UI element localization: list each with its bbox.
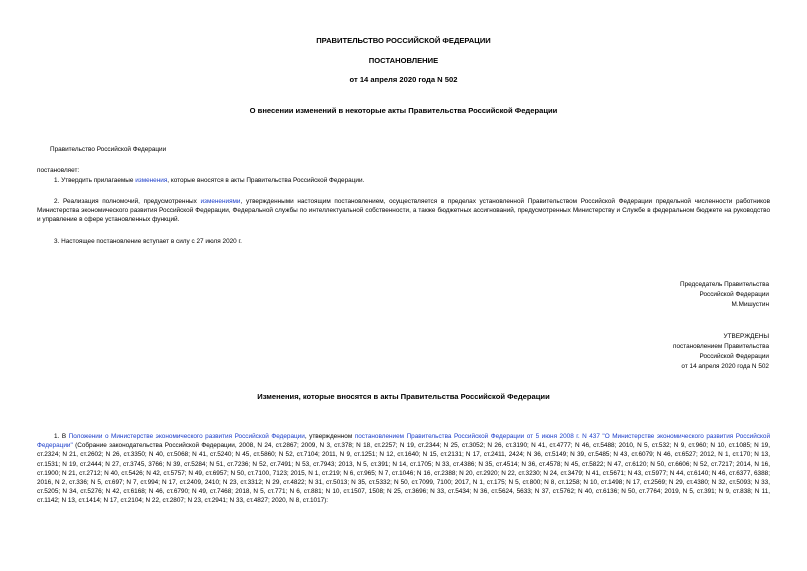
changes-paragraph-1-number: 1. В (54, 433, 69, 440)
paragraph-1-end: , которые вносятся в акты Правительства Российской Федерации. (167, 177, 365, 184)
decree-word: постановляет: (37, 167, 80, 174)
changes-title: Изменения, которые вносятся в акты Правительства Российской Федерации (257, 392, 550, 401)
paragraph-1 (37, 176, 770, 185)
approval-line-2: постановлением Правительства (673, 343, 769, 350)
paragraph-2-start: 2. Реализация полномочий, предусмотренных (54, 198, 201, 205)
document-title: О внесении изменений в некоторые акты Правительства Российской Федерации (249, 106, 558, 115)
lead-text: Правительство Российской Федерации (50, 146, 167, 153)
signature-name: М.Мишустин (731, 301, 769, 308)
approval-line-3: Российской Федерации (699, 353, 769, 360)
changes-link[interactable]: изменения (135, 177, 168, 184)
document-date-number: от 14 апреля 2020 года N 502 (349, 75, 458, 84)
decree-437-link[interactable]: постановлением Правительства Российской Федерации от 5 июня 2008 г. N 437 "О Министерстве экономического развития Российской Федерации" (37, 433, 771, 450)
regulation-link[interactable]: Положении о Министерстве экономического развития Российской Федерации (68, 433, 305, 440)
paragraph-1-start: 1. Утвердить прилагаемые (54, 177, 136, 184)
changes-paragraph-1-mid: , утвержденном (304, 433, 355, 440)
signature-position-1: Председатель Правительства (680, 281, 769, 288)
government-heading: ПРАВИТЕЛЬСТВО РОССИЙСКОЙ ФЕДЕРАЦИИ (316, 36, 491, 45)
document-type: ПОСТАНОВЛЕНИЕ (368, 56, 439, 65)
paragraph-2 (37, 197, 770, 225)
paragraph-2-end: , утвержденными настоящим постановлением, осуществляется в пределах установленной Правительством Российской Федерации предельной численности работников Министерства экономического развития Российской Федерации, Федеральной службы по интеллектуальной собственности, а также бюджетных ассигнований, предусмотренных Министерству и Службе в федеральном бюджете на руководство и управление в сфере установленных функций. (37, 198, 770, 224)
paragraph-3: 3. Настоящее постановление вступает в силу с 27 июля 2020 г. (54, 238, 242, 245)
changes-paragraph-1-rest: (Собрание законодательства Российской Федерации, 2008, N 24, ст.2867; 2009, N 3, ст.378; N 18, ст.2257; N 19, ст.2344; N 25, ст.3052; N 26, ст.3190; N 41, ст.4777; N 46, ст.5488; 2010, N 5, ст.532; N 9, ст.960; N 10, ст.1085; N 19, ст.2324; N 21, ст.2602; N 26, ст.3350; N 40, ст.5068; N 41, ст.5240; N 45, ст.5860; N 52, ст.7104; 2011, N 9, ст.1251; N 12, ст.1640; N 15, ст.2131; N 17, ст.2411, 2424; N 36, ст.5149; N 39, ст.5485; N 43, ст.6079; N 46, ст.6527; 2012, N 1, ст.170; N 13, ст.1531; N 19, ст.2444; N 27, ст.3745, 3766; N 39, ст.5284; N 51, ст.7236; N 52, ст.7491; N 53, ст.7943; 2013, N 5, ст.391; N 14, ст.1705; N 33, ст.4386; N 35, ст.4514; N 36, ст.4578; N 45, ст.5822; N 47, ст.6120; N 50, ст.6606; N 52, ст.7217; 2014, N 16, ст.1900; N 21, ст.2712; N 40, ст.5426; N 42, ст.5757; N 49, ст.6957; N 50, ст.7100, 7123; 2015, N 1, ст.219; N 6, ст.965; N 7, ст.1046; N 16, ст.2388; N 20, ст.2920; N 22, ст.3230; N 24, ст.3479; N 41, ст.5671; N 43, ст.5977; N 44, ст.6140; N 46, ст.6377, 6388; 2016, N 2, ст.336; N 5, ст.697; N 7, ст.994; N 17, ст.2409, 2410; N 23, ст.3312; N 29, ст.4822; N 31, ст.5013; N 35, ст.5332; N 50, ст.7099, 7100; 2017, N 1, ст.175; N 5, ст.800; N 8, ст.1258; N 10, ст.1498; N 17, ст.2569; N 29, ст.4380; N 32, ст.5093; N 33, ст.5205; N 34, ст.5276; N 42, ст.6168; N 46, ст.6790; N 49, ст.7468; 2018, N 5, ст.771; N 6, ст.881; N 10, ст.1507, 1508; N 25, ст.3696; N 33, ст.5434; N 36, ст.5624, 5633; N 37, ст.5762; N 40, ст.6136; N 50, ст.7764; 2019, N 5, ст.391; N 9, ст.838; N 11, ст.1142; N 13, ст.1414; N 17, ст.2104; N 22, ст.2807; N 23, ст.2941; N 33, ст.4827; 2020, N 8, ст.1017): (37, 442, 770, 505)
changes-paragraph-1 (37, 432, 770, 506)
approval-line-4: от 14 апреля 2020 года N 502 (681, 363, 769, 370)
signature-position-2: Российской Федерации (699, 291, 769, 298)
approval-line-1: УТВЕРЖДЕНЫ (723, 333, 769, 340)
changes-link-2[interactable]: изменениями (200, 198, 241, 205)
